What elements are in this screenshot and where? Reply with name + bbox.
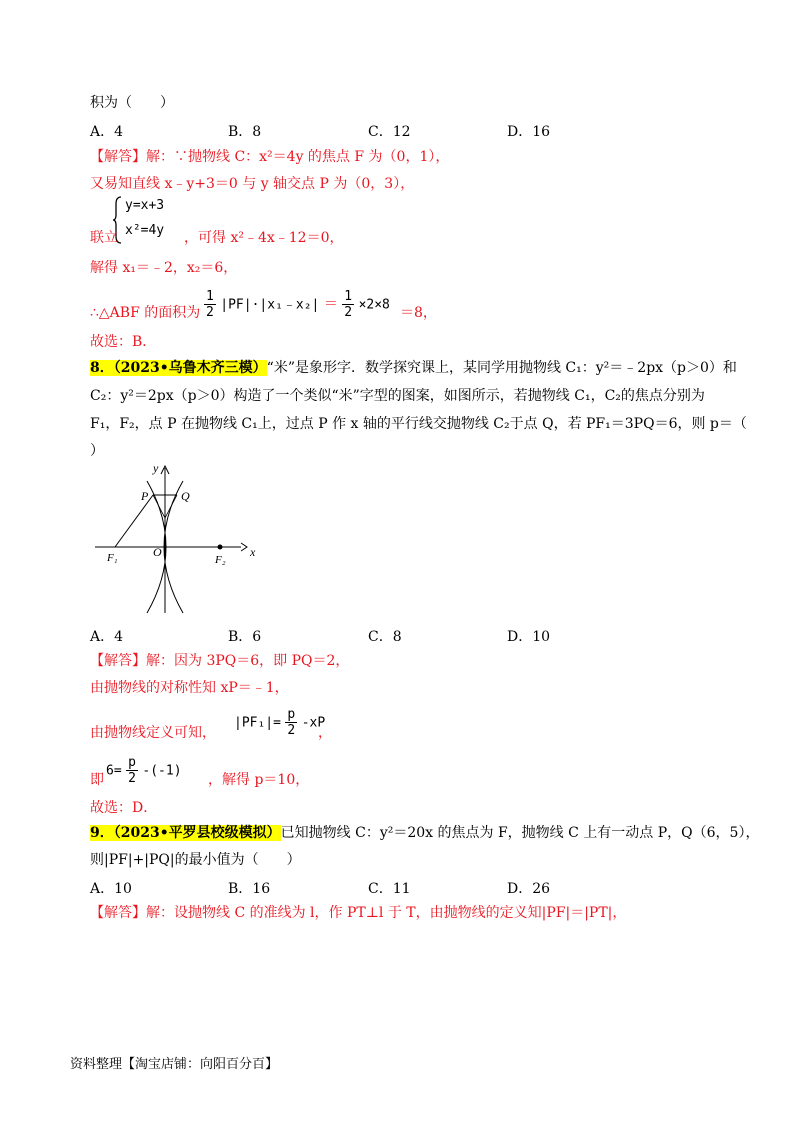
- q8-stem-line3: F₁，F₂，点 P 在抛物线 C₁上，过点 P 作 x 轴的平行线交抛物线 C₂于点 Q，若 PF₁＝3PQ＝6，则 p＝（: [90, 416, 747, 432]
- q7-solution-line2: 又易知直线 x﹣y+3＝0 与 y 轴交点 P 为（0，3），: [90, 176, 415, 192]
- q9-option-a[interactable]: A．10: [90, 881, 132, 897]
- q9-stem-line1: 9．（2023•平罗县校级模拟）已知抛物线 C：y²＝20x 的焦点为 F，抛物线 C 上有一动点 P，Q（6，5），: [90, 825, 760, 841]
- q7-solution-line5-result: ＝8，: [400, 305, 437, 321]
- q8-solution-line4-lead: 即: [90, 772, 104, 788]
- q9-source: （2023•平罗县校级模拟）: [113, 825, 281, 841]
- q7-equation-system: [113, 196, 193, 244]
- q8-number: 8．: [90, 360, 114, 376]
- q7-option-b[interactable]: B．8: [228, 124, 262, 140]
- q8-solution-line1: 【解答】解：因为 3PQ＝6，即 PQ＝2，: [90, 653, 350, 669]
- q7-solution-line5-lead: ∴△ABF 的面积为: [90, 305, 201, 321]
- fraction-half: $\frac{1}{2}$: [344, 289, 353, 320]
- page-footer: 资料整理【淘宝店铺：向阳百分百】: [70, 1057, 279, 1072]
- q7-solution-line1: 【解答】解：∵抛物线 C：x²＝4y 的焦点 F 为（0，1），: [90, 149, 450, 165]
- q8-source: （2023•乌鲁木齐三模）: [113, 360, 267, 376]
- x-axis-arrow-icon: [241, 543, 247, 551]
- q8-parabola-figure: [95, 458, 265, 616]
- label-x: x: [250, 545, 256, 559]
- q8-option-a[interactable]: A．4: [90, 629, 124, 645]
- q7-option-a[interactable]: A．4: [90, 124, 124, 140]
- q8-solution-line3-lead: 由抛物线定义可知，: [90, 725, 216, 741]
- q7-solution-line4: 解得 x₁＝﹣2，x₂＝6，: [90, 260, 238, 276]
- label-f2: F₂: [215, 554, 226, 566]
- focus-f2-point: [218, 545, 223, 550]
- q9-solution-line1: 【解答】解：设抛物线 C 的准线为 l，作 PT⊥l 于 T，由抛物线的定义知|PF|＝|PT|，: [90, 905, 627, 921]
- fraction-p-over-2: $\frac{p}{2}$: [287, 707, 296, 738]
- q8-stem-line4: ）: [90, 443, 104, 459]
- system-equation-2: x²=4y: [125, 223, 165, 238]
- q7-solution-line6: 故选：B．: [90, 334, 157, 350]
- q8-stem-line1: 8．（2023•乌鲁木齐三模）“米”是象形字．数学探究课上，某同学用抛物线 C₁：y²＝﹣2px（p＞0）和: [90, 360, 737, 376]
- q8-solution-line5: 故选：D．: [90, 800, 158, 816]
- q9-stem-line2: 则|PF|+|PQ|的最小值为（ ）: [90, 852, 301, 868]
- q9-option-d[interactable]: D．26: [507, 881, 551, 897]
- q8-definition-expression: |PF₁|= $\frac{p}{2}$ -xP: [234, 707, 326, 738]
- label-f1: F₁: [107, 552, 118, 564]
- label-o: O: [153, 545, 162, 559]
- fraction-p-over-2: $\frac{p}{2}$: [128, 755, 136, 786]
- q8-solution-line4-tail: ，解得 p＝10，: [208, 772, 310, 788]
- q9-number: 9．: [90, 825, 114, 841]
- q8-option-d[interactable]: D．10: [507, 629, 551, 645]
- q7-stem-tail: 积为（ ）: [90, 95, 174, 111]
- system-equation-1: y=x+3: [125, 198, 165, 213]
- q8-option-c[interactable]: C．8: [368, 629, 402, 645]
- q7-solution-line3-tail: ，可得 x²﹣4x﹣12＝0，: [184, 230, 344, 246]
- q9-option-c[interactable]: C．11: [368, 881, 411, 897]
- q9-option-b[interactable]: B．16: [228, 881, 271, 897]
- q7-solution-line3-lead: 联立: [90, 230, 118, 246]
- q8-stem-line2: C₂：y²＝2px（p＞0）构造了一个类似“米”字型的图案，如图所示，若抛物线 C₁，C₂的焦点分别为: [90, 388, 705, 404]
- label-q: Q: [181, 489, 190, 503]
- label-p: P: [141, 489, 149, 503]
- q7-option-d[interactable]: D．16: [507, 124, 551, 140]
- guide-line: [153, 495, 165, 518]
- fraction-half: $\frac{1}{2}$: [206, 289, 214, 320]
- label-y: y: [153, 461, 159, 475]
- q8-solution-line2: 由抛物线的对称性知 xP＝﹣1，: [90, 680, 289, 696]
- q8-solution-line3-tail: ，: [318, 725, 332, 741]
- q8-option-b[interactable]: B．6: [228, 629, 262, 645]
- q7-area-expression: $\frac{1}{2}$ |PF|·|x₁﹣x₂| ＝ $\frac{1}{2}$ ×2×8: [206, 289, 390, 320]
- q7-option-c[interactable]: C．12: [368, 124, 411, 140]
- guide-line: [165, 495, 177, 518]
- q8-solve-expression: 6= $\frac{p}{2}$ -(-1): [106, 755, 182, 786]
